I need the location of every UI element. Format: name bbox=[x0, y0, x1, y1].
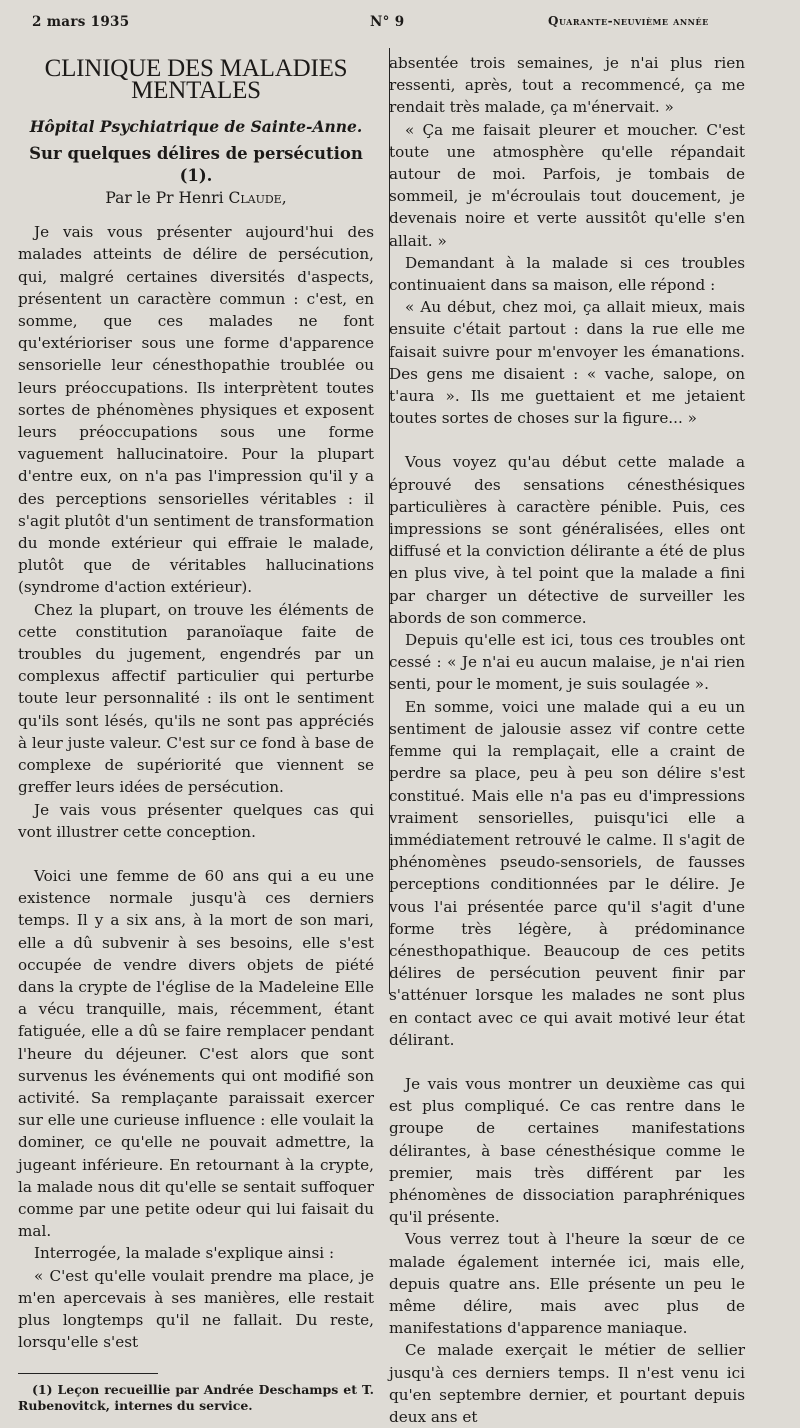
paragraph: Je vais vous montrer un deuxième cas qui est plus compliqué. Ce cas rentre dans le groupe de certaines manifestations délirantes, à base cénesthésique comme le premier, mais très différent par les phénomènes de dissociation paraphréniques qu'il présente. bbox=[389, 1074, 745, 1227]
paragraph: En somme, voici une malade qui a eu un sentiment de jalousie assez vif contre cette femme qui la remplaçait, elle a craint de perdre sa place, peu à peu son délire s'est constitué. Mais elle n'a pas eu d'impressions vraiment sensorielles, puisqu'ici elle a immédiatement retrouvé le calme. Il s'agit de phénomènes pseudo-sensoriels, de fausses perceptions conditionnées par le délire. Je vous l'ai présentée parce qu'il s'agit d'une forme très légère, à prédominance cénesthopathique. Beaucoup de ces petits délires de persécution peuvent finir par s'atténuer lorsque les malades ne sont plus en contact avec ce qui avait motivé leur état délirant. bbox=[389, 697, 745, 1049]
paragraph: Vous voyez qu'au début cette malade a éprouvé des sensations cénesthésiques particulières à caractère pénible. Puis, ces impressions se sont généralisées, elles ont diffusé et la conviction délirante a été de plus en plus vive, à tel point que la malade a fini par charger un détective de surveiller les abords de son commerce. bbox=[389, 453, 745, 627]
footnote-rule bbox=[18, 1373, 158, 1374]
header-issue-number: N° 9 bbox=[370, 14, 405, 30]
left-column bbox=[18, 56, 374, 1414]
paragraph: Je vais vous présenter quelques cas qui vont illustrer cette conception. bbox=[18, 800, 374, 841]
paragraph: Depuis qu'elle est ici, tous ces troubles ont cessé : « Je n'ai eu aucun malaise, je n'ai rien senti, pour le moment, je suis soulagée ». bbox=[389, 631, 745, 694]
author-name: Claude, bbox=[228, 189, 287, 208]
paragraph: Interrogée, la malade s'explique ainsi : bbox=[34, 1244, 335, 1263]
paragraph: Ce malade exerçait le métier de sellier jusqu'à ces derniers temps. Il n'est venu ici qu'en septembre dernier, et pourtant depuis deux ans et bbox=[389, 1341, 745, 1426]
paragraph: absentée trois semaines, je n'ai plus rien ressenti, après, tout a recommencé, ça me rendait très malade, ça m'énervait. » bbox=[389, 54, 745, 117]
paragraph-gap bbox=[389, 1051, 745, 1073]
paragraph: Demandant à la malade si ces troubles continuaient dans sa maison, elle répond : bbox=[389, 253, 745, 295]
paragraph: Je vais vous présenter aujourd'hui des malades atteints de délire de persécution, qui, malgré certaines diversités d'aspects, présentent un caractère commun : c'est, en somme, que ces malades ne font qu'extérioriser sous une forme d'apparence sensorielle leur cénesthopathie troublée ou leurs préoccupations. Ils interprètent toutes sortes de phénomènes physiques et exposent leurs préoccupations sous une forme vaguement hallucinatoire. Pour la plupart d'entre eux, on n'a pas l'impression qu'il y a des perceptions sensorielles véritables : il s'agit plutôt d'un sentiment de transformation du monde extérieur qui effraie le malade, plutôt que de véritables hallucinations (syndrome d'action extérieur). bbox=[18, 223, 374, 597]
byline-prefix: Par le Pr Henri bbox=[105, 189, 224, 208]
paragraph-gap bbox=[18, 843, 374, 865]
paragraph: Voici une femme de 60 ans qui a eu une existence normale jusqu'à ces derniers temps. Il y a six ans, à la mort de son mari, elle a dû subvenir à ses besoins, elle s'est occupée de vendre divers objets de piété dans la crypte de l'église de la Madeleine Elle a vécu tranquille, mais, récemment, étant fatiguée, elle a dû se faire remplacer pendant l'heure du déjeuner. C'est alors que sont survenus les événements qui ont modifié son activité. Sa remplaçante paraissait exercer sur elle une curieuse influence : elle voulait la dominer, ce qu'elle ne pouvait admettre, la jugeant inférieure. En retournant à la crypte, la malade nous dit qu'elle se sentait suffoquer comme par une petite odeur qui lui faisait du mal. bbox=[18, 866, 374, 1241]
paragraph: Vous verrez tout à l'heure la sœur de ce malade également internée ici, mais elle, depuis quatre ans. Elle présente un peu le même délire, mais avec plus de manifestations d'apparence maniaque. bbox=[389, 1230, 745, 1338]
hospital-name: Hôpital Psychiatrique de Sainte-Anne. bbox=[29, 117, 363, 137]
footnote: (1) Leçon recueillie par Andrée Deschamps et T. Rubenovitck, internes du service. bbox=[18, 1382, 374, 1414]
paragraph-gap bbox=[389, 429, 745, 451]
paragraph: Chez la plupart, on trouve les éléments de cette constitution paranoïaque faite de troubles du jugement, engendrés par un complexus affectif particulier qui perturbe toute leur personnalité : ils ont le sentiment qu'ils sont lésés, qu'ils ne sont pas appréciés à leur juste valeur. C'est sur ce fond à base de complexe de supériorité que viennent se greffer leurs idées de persécution. bbox=[18, 600, 374, 797]
section-title: CLINIQUE DES MALADIES MENTALES bbox=[44, 55, 348, 105]
article-title: Sur quelques délires de persécution (1). bbox=[29, 143, 363, 185]
header-year: Quarante-neuvième année bbox=[548, 14, 709, 28]
byline bbox=[18, 187, 374, 209]
paragraph: « Ça me faisait pleurer et moucher. C'est toute une atmosphère qu'elle répandait autour de moi. Parfois, je tombais de sommeil, je m'écroulais tout doucement, je devenais noire et verte aussitôt qu'elle s'en allait. » bbox=[389, 120, 745, 250]
page-header bbox=[0, 0, 800, 44]
header-date: 2 mars 1935 bbox=[32, 14, 130, 30]
right-column bbox=[389, 52, 745, 1428]
paragraph: « Au début, chez moi, ça allait mieux, mais ensuite c'était partout : dans la rue elle me faisait suivre pour m'envoyer les émanations. Des gens me disaient : « vache, salope, on t'aura ». Ils me guettaient et me jetaient toutes sortes de choses sur la figure... » bbox=[389, 298, 745, 428]
paragraph: « C'est qu'elle voulait prendre ma place, je m'en apercevais à ses manières, elle restait plus longtemps qu'il ne fallait. Du reste, lorsqu'elle s'est bbox=[18, 1266, 374, 1352]
